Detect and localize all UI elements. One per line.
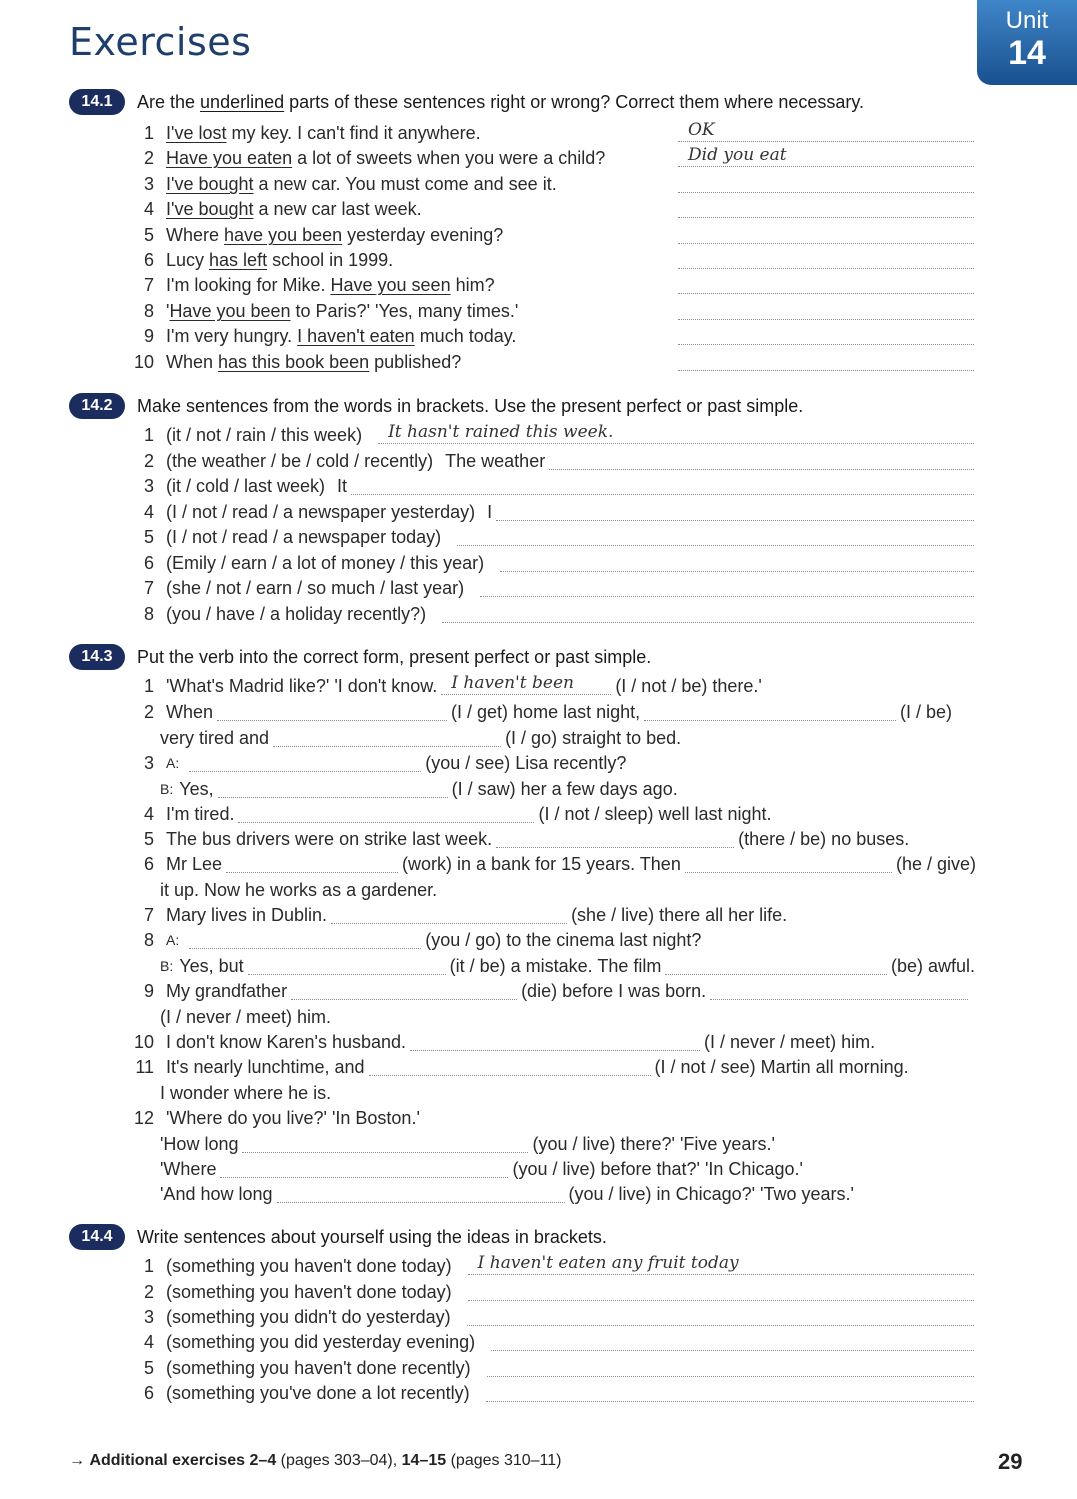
item-number: 6 [143,250,154,270]
exercise-item [126,449,978,473]
exercise-item [126,1305,978,1329]
item-prompt: (something you've done a lot recently) [166,1383,470,1403]
item-prompt: (something you didn't do yesterday) [166,1307,451,1327]
underlined-part: I've bought [166,174,254,194]
item-number: 1 [143,425,154,445]
answer-blank[interactable] [248,954,446,975]
underlined-part: Have you eaten [166,148,293,168]
exercise-item: 12 'Where do you live?' 'In Boston.' [133,1108,420,1128]
answer-blank[interactable] [678,324,974,345]
answer-blank[interactable] [480,576,974,597]
answer-blank[interactable] [665,954,887,975]
answer-blank[interactable] [442,602,974,623]
answer-blank[interactable] [410,1030,700,1051]
answer-blank[interactable] [242,1132,528,1153]
exercise-item: 1 'What's Madrid like?' 'I don't know. I haven't been (I / not / be) there.' [143,673,762,696]
exercise-item-cont: it up. Now he works as a gardener. [160,880,438,900]
handwritten-answer: I haven't eaten any fruit today [477,1253,739,1273]
exercise-item-cont: 'And how long (you / live) in Chicago?' 'Two years.' [160,1184,854,1204]
exercise-item [126,350,978,374]
answer-blank[interactable] [457,525,974,546]
exercise-item: 2 When (I / get) home last night, (I / be) [143,702,952,722]
exercise-item-cont: very tired and (I / go) straight to bed. [160,728,682,748]
underlined-part: have you been [224,225,343,245]
answer-blank[interactable] [678,121,974,142]
answer-blank[interactable] [491,1330,974,1351]
underlined-part: I've bought [166,199,254,219]
item-prompt: (something you haven't done recently) [166,1358,471,1378]
exercise-item [126,248,978,272]
answer-blank[interactable] [441,674,611,695]
handwritten-answer: I haven't been [451,673,574,693]
item-number: 7 [143,578,154,598]
answer-blank[interactable] [220,1157,508,1178]
answer-blank[interactable] [238,802,534,823]
answer-blank[interactable] [277,1182,565,1203]
exercise-badge: 14.1 [69,89,125,115]
answer-blank[interactable] [678,146,974,167]
exercise-item: 3 A: (you / see) Lisa recently? [143,753,627,773]
exercise-item-cont: I wonder where he is. [160,1083,332,1103]
item-number: 5 [143,1358,154,1378]
answer-blank[interactable] [369,1055,651,1076]
answer-blank[interactable] [644,700,896,721]
exercise-item-cont: B: Yes, but (it / be) a mistake. The film (be) awful. [160,956,975,976]
exercise-14-1-header [69,88,864,116]
item-number: 8 [143,604,154,624]
footer-additional-exercises: → Additional exercises 2–4 (pages 303–04), 14–15 (pages 310–11) [69,1452,562,1469]
exercise-14-4-header [69,1223,607,1251]
exercise-badge: 14.2 [69,393,125,419]
exercise-badge: 14.4 [69,1224,125,1250]
exercise-item [126,525,978,549]
answer-blank[interactable] [468,1254,974,1275]
exercise-item: 11 It's nearly lunchtime, and (I / not / see) Martin all morning. [135,1057,909,1077]
exercise-item-cont: (I / never / meet) him. [160,1007,332,1027]
item-number: 3 [143,1307,154,1327]
item-prompt: (she / not / earn / so much / last year) [166,578,465,598]
item-number: 8 [143,301,154,321]
exercise-item [126,423,978,447]
answer-blank[interactable] [378,423,974,444]
exercise-item [126,146,978,170]
exercise-item [126,299,978,323]
item-number: 6 [143,1383,154,1403]
exercise-badge: 14.3 [69,644,125,670]
item-number: 5 [143,527,154,547]
item-prompt: (it / not / rain / this week) [166,425,363,445]
item-sentence: I've lost my key. I can't find it anywhere. [166,123,481,143]
item-number: 4 [143,199,154,219]
underlined-part: has left [209,250,268,270]
item-number: 9 [143,326,154,346]
answer-blank[interactable] [487,1356,974,1377]
answer-blank[interactable] [218,777,448,798]
exercise-instruction: Make sentences from the words in brackets. Use the present perfect or past simple. [137,395,804,416]
exercise-14-3-header [69,643,651,671]
answer-blank[interactable] [678,223,974,244]
item-number: 4 [143,1332,154,1352]
underlined-part: Have you been [169,301,291,321]
exercise-instruction: Are the underlined parts of these sentences right or wrong? Correct them where necessary. [137,91,865,112]
item-number: 4 [143,502,154,522]
item-sentence: I'm very hungry. I haven't eaten much today. [166,326,517,346]
exercise-instruction: Put the verb into the correct form, present perfect or past simple. [137,646,652,667]
answer-blank[interactable] [189,751,421,772]
answer-blank[interactable] [710,979,968,1000]
underlined-part: has this book been [218,352,370,372]
item-sentence: I'm looking for Mike. Have you seen him? [166,275,495,295]
exercise-item [126,121,978,145]
item-prompt: (you / have / a holiday recently?) [166,604,427,624]
underlined-part: I've lost [166,123,227,143]
answer-blank[interactable] [549,449,974,470]
page-title: Exercises [69,20,252,64]
item-number: 2 [143,148,154,168]
item-sentence: Lucy has left school in 1999. [166,250,394,270]
exercise-item-cont: 'Where (you / live) before that?' 'In Chicago.' [160,1159,803,1179]
handwritten-answer: OK [688,120,715,140]
exercise-item [126,602,978,626]
item-number: 10 [133,352,154,372]
handwritten-answer: It hasn't rained this week. [388,422,614,442]
answer-blank[interactable] [685,852,892,873]
exercise-item [126,576,978,600]
exercise-item: 9 My grandfather (die) before I was born. [126,979,972,1003]
exercise-item: 10 I don't know Karen's husband. (I / never / meet) him. [133,1032,876,1052]
item-number: 2 [143,451,154,471]
answer-blank[interactable] [468,1280,974,1301]
exercise-item-cont: 'How long (you / live) there?' 'Five years.' [160,1134,775,1154]
answer-blank[interactable] [500,551,974,572]
answer-blank[interactable] [496,827,734,848]
exercise-item [126,1254,978,1278]
exercise-item: 5 The bus drivers were on strike last week. (there / be) no buses. [143,829,910,849]
item-prompt: (something you did yesterday evening) [166,1332,476,1352]
exercise-item [126,197,978,221]
exercise-item [126,551,978,575]
answer-lead: The weather [445,451,546,471]
answer-blank[interactable] [496,500,974,521]
answer-blank[interactable] [678,248,974,269]
exercise-item [126,474,978,498]
answer-blank[interactable] [678,299,974,320]
underlined-part: Have you seen [330,275,451,295]
item-number: 6 [143,553,154,573]
item-number: 5 [143,225,154,245]
answer-blank[interactable] [486,1381,974,1402]
answer-blank[interactable] [678,350,974,371]
answer-blank[interactable] [226,852,398,873]
exercise-item [126,1330,978,1354]
item-sentence: I've bought a new car last week. [166,199,422,219]
answer-blank[interactable] [189,928,421,949]
answer-blank[interactable] [291,979,517,1000]
answer-blank[interactable] [331,903,567,924]
item-prompt: (I / not / read / a newspaper today) [166,527,442,547]
page-number: 29 [998,1449,1023,1474]
underlined-part: I haven't eaten [297,326,415,346]
item-sentence: I've bought a new car. You must come and see it. [166,174,557,194]
handwritten-answer: Did you eat [688,145,787,165]
exercise-item: 7 Mary lives in Dublin. (she / live) there all her life. [143,905,788,925]
exercise-item [126,223,978,247]
item-prompt: (Emily / earn / a lot of money / this year) [166,553,485,573]
answer-lead: It [337,476,348,496]
exercise-item: 4 I'm tired. (I / not / sleep) well last night. [143,804,772,824]
item-sentence: 'Have you been to Paris?' 'Yes, many times.' [166,301,519,321]
exercise-item [126,273,978,297]
item-prompt: (I / not / read / a newspaper yesterday) [166,502,476,522]
exercise-item-cont: B: Yes, (I / saw) her a few days ago. [160,779,678,799]
answer-blank[interactable] [273,726,501,747]
unit-number: 14 [1008,34,1046,72]
answer-lead: I [487,502,493,522]
item-prompt: (it / cold / last week) [166,476,326,496]
item-number: 1 [143,1256,154,1276]
item-number: 3 [143,174,154,194]
item-number: 1 [143,123,154,143]
answer-blank[interactable] [351,474,974,495]
exercise-item [126,1381,978,1405]
exercise-14-2-header [69,392,803,420]
item-sentence: When has this book been published? [166,352,462,372]
item-number: 3 [143,476,154,496]
item-prompt: (something you haven't done today) [166,1282,452,1302]
exercise-item [126,324,978,348]
exercise-item [126,1280,978,1304]
answer-blank[interactable] [678,273,974,294]
item-sentence: Where have you been yesterday evening? [166,225,504,245]
item-prompt: (something you haven't done today) [166,1256,452,1276]
exercise-item: 8 A: (you / go) to the cinema last night? [143,930,702,950]
exercise-instruction: Write sentences about yourself using the ideas in brackets. [137,1226,607,1247]
unit-label: Unit [1005,7,1049,34]
exercise-item [126,1356,978,1380]
answer-blank[interactable] [678,197,974,218]
answer-blank[interactable] [217,700,447,721]
item-number: 2 [143,1282,154,1302]
item-sentence: Have you eaten a lot of sweets when you were a child? [166,148,606,168]
exercise-item [126,172,978,196]
answer-blank[interactable] [678,172,974,193]
item-number: 7 [143,275,154,295]
answer-blank[interactable] [467,1305,974,1326]
exercise-item: 6 Mr Lee (work) in a bank for 15 years. Then (he / give) [143,854,976,874]
unit-tab [977,0,1077,85]
item-prompt: (the weather / be / cold / recently) [166,451,434,471]
exercise-item [126,500,978,524]
